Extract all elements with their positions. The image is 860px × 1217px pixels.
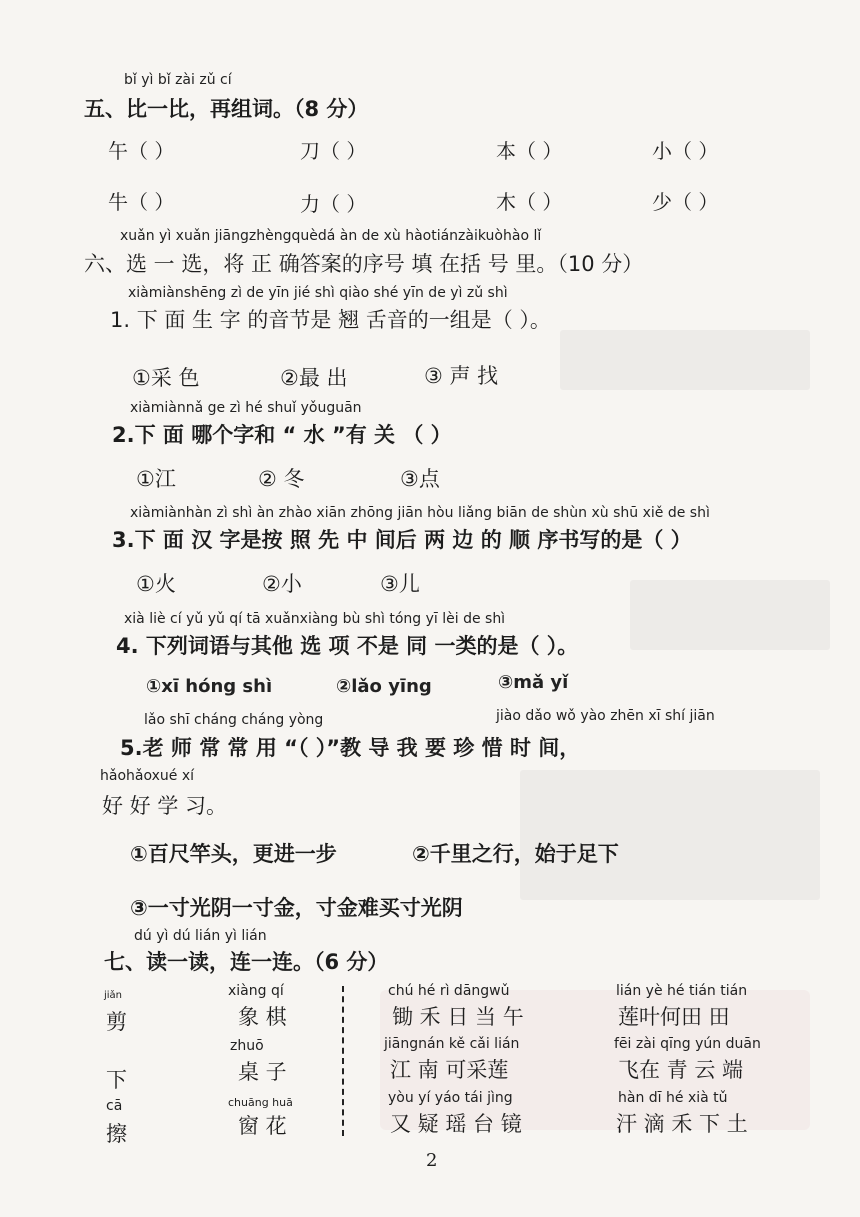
match-char: 又 疑 瑶 台 镜 (390, 1112, 522, 1136)
q1-option: ②最 出 (280, 366, 348, 390)
match-pinyin: chuāng huā (228, 1096, 293, 1109)
column-divider (342, 986, 344, 1136)
match-char: 下 (106, 1068, 127, 1092)
q2-option: ② 冬 (258, 467, 305, 491)
bleed-through-mark (520, 770, 820, 900)
word-item: 木（ ） (496, 190, 563, 214)
sec6-pinyin: xuǎn yì xuǎn jiāngzhèngquèdá àn de xù hàotiánzàikuòhào lǐ (120, 228, 542, 244)
sec7-title: 七、读一读，连一连。（6 分） (104, 950, 389, 974)
word-item: 午（ ） (108, 139, 175, 163)
q1-option: ①采 色 (132, 366, 200, 390)
q1-option: ③ 声 找 (424, 364, 499, 388)
match-char: 桌 子 (238, 1060, 287, 1084)
match-char: 江 南 可采莲 (390, 1058, 509, 1082)
match-char: 剪 (106, 1010, 127, 1034)
q2-pinyin: xiàmiànnǎ ge zì hé shuǐ yǒuguān (130, 400, 362, 416)
q4-option: ①xī hóng shì (146, 676, 273, 697)
q4-pinyin: xià liè cí yǔ yǔ qí tā xuǎnxiàng bù shì tóng yī lèi de shì (124, 611, 506, 627)
q4-option: ②lǎo yīng (336, 676, 432, 697)
word-item: 刀（ ） (300, 139, 367, 163)
q3-option: ③儿 (380, 572, 420, 596)
q2-option: ①江 (136, 467, 176, 491)
q4-text: 4. 下列词语与其他 选 项 不是 同 一类的是（ ）。 (116, 634, 579, 658)
bleed-through-mark (560, 330, 810, 390)
q5-pinyin: jiào dǎo wǒ yào zhēn xī shí jiān (496, 708, 715, 724)
match-pinyin: chú hé rì dāngwǔ (388, 983, 510, 999)
match-pinyin: yòu yí yáo tái jìng (388, 1090, 513, 1106)
match-pinyin: xiàng qí (228, 983, 284, 999)
q5-text: 好 好 学 习。 (102, 794, 228, 818)
match-char: 汗 滴 禾 下 土 (616, 1112, 748, 1136)
match-char: 擦 (106, 1122, 127, 1146)
q1-text: 1. 下 面 生 字 的音节是 翘 舌音的一组是（ ）。 (110, 308, 551, 332)
word-item: 牛（ ） (108, 190, 175, 214)
match-pinyin: lián yè hé tián tián (616, 983, 748, 999)
sec5-title: 五、比一比，再组词。（8 分） (84, 97, 369, 121)
match-pinyin: jiāngnán kě cǎi lián (384, 1036, 520, 1052)
match-char: 莲叶何田 田 (618, 1005, 730, 1029)
match-pinyin: cā (106, 1098, 123, 1114)
match-char: 锄 禾 日 当 午 (392, 1005, 524, 1029)
q3-pinyin: xiàmiànhàn zì shì àn zhào xiān zhōng jiān hòu liǎng biān de shùn xù shū xiě de shì (130, 505, 710, 521)
q3-option: ②小 (262, 572, 302, 596)
q5-option: ③一寸光阴一寸金，寸金难买寸光阴 (130, 896, 463, 920)
match-pinyin: fēi zài qīng yún duān (614, 1036, 761, 1052)
q3-option: ①火 (136, 572, 176, 596)
q2-option: ③点 (400, 467, 440, 491)
q2-text: 2.下 面 哪个字和 “ 水 ”有 关 （ ） (112, 423, 452, 447)
q5-text: 5.老 师 常 常 用 “（ ）”教 导 我 要 珍 惜 时 间， (120, 736, 581, 760)
word-item: 小（ ） (652, 139, 719, 163)
word-item: 力（ ） (300, 192, 367, 216)
q5-option: ①百尺竿头，更进一步 (130, 842, 337, 866)
word-item: 本（ ） (496, 139, 563, 163)
sec7-pinyin: dú yì dú lián yì lián (134, 928, 267, 944)
match-pinyin: zhuō (230, 1038, 264, 1054)
q4-option: ③mǎ yǐ (498, 672, 569, 693)
match-pinyin: hàn dī hé xià tǔ (618, 1090, 728, 1106)
match-pinyin: jiǎn (104, 990, 123, 1001)
q3-text: 3.下 面 汉 字是按 照 先 中 间后 两 边 的 顺 序书写的是（ ） (112, 528, 692, 552)
sec6-title: 六、选 一 选，将 正 确答案的序号 填 在括 号 里。（10 分） (84, 252, 644, 276)
q5-pinyin: hǎohǎoxué xí (100, 768, 195, 784)
word-item: 少（ ） (652, 190, 719, 214)
bleed-through-mark (630, 580, 830, 650)
match-char: 象 棋 (238, 1005, 287, 1029)
q5-pinyin: lǎo shī cháng cháng yòng (144, 712, 324, 728)
match-char: 飞在 青 云 端 (618, 1058, 744, 1082)
page-number: 2 (426, 1150, 438, 1171)
match-char: 窗 花 (238, 1114, 287, 1138)
q5-option: ②千里之行，始于足下 (412, 842, 619, 866)
sec5-pinyin: bǐ yì bǐ zài zǔ cí (124, 72, 232, 88)
q1-pinyin: xiàmiànshēng zì de yīn jié shì qiào shé yīn de yì zǔ shì (128, 285, 508, 301)
